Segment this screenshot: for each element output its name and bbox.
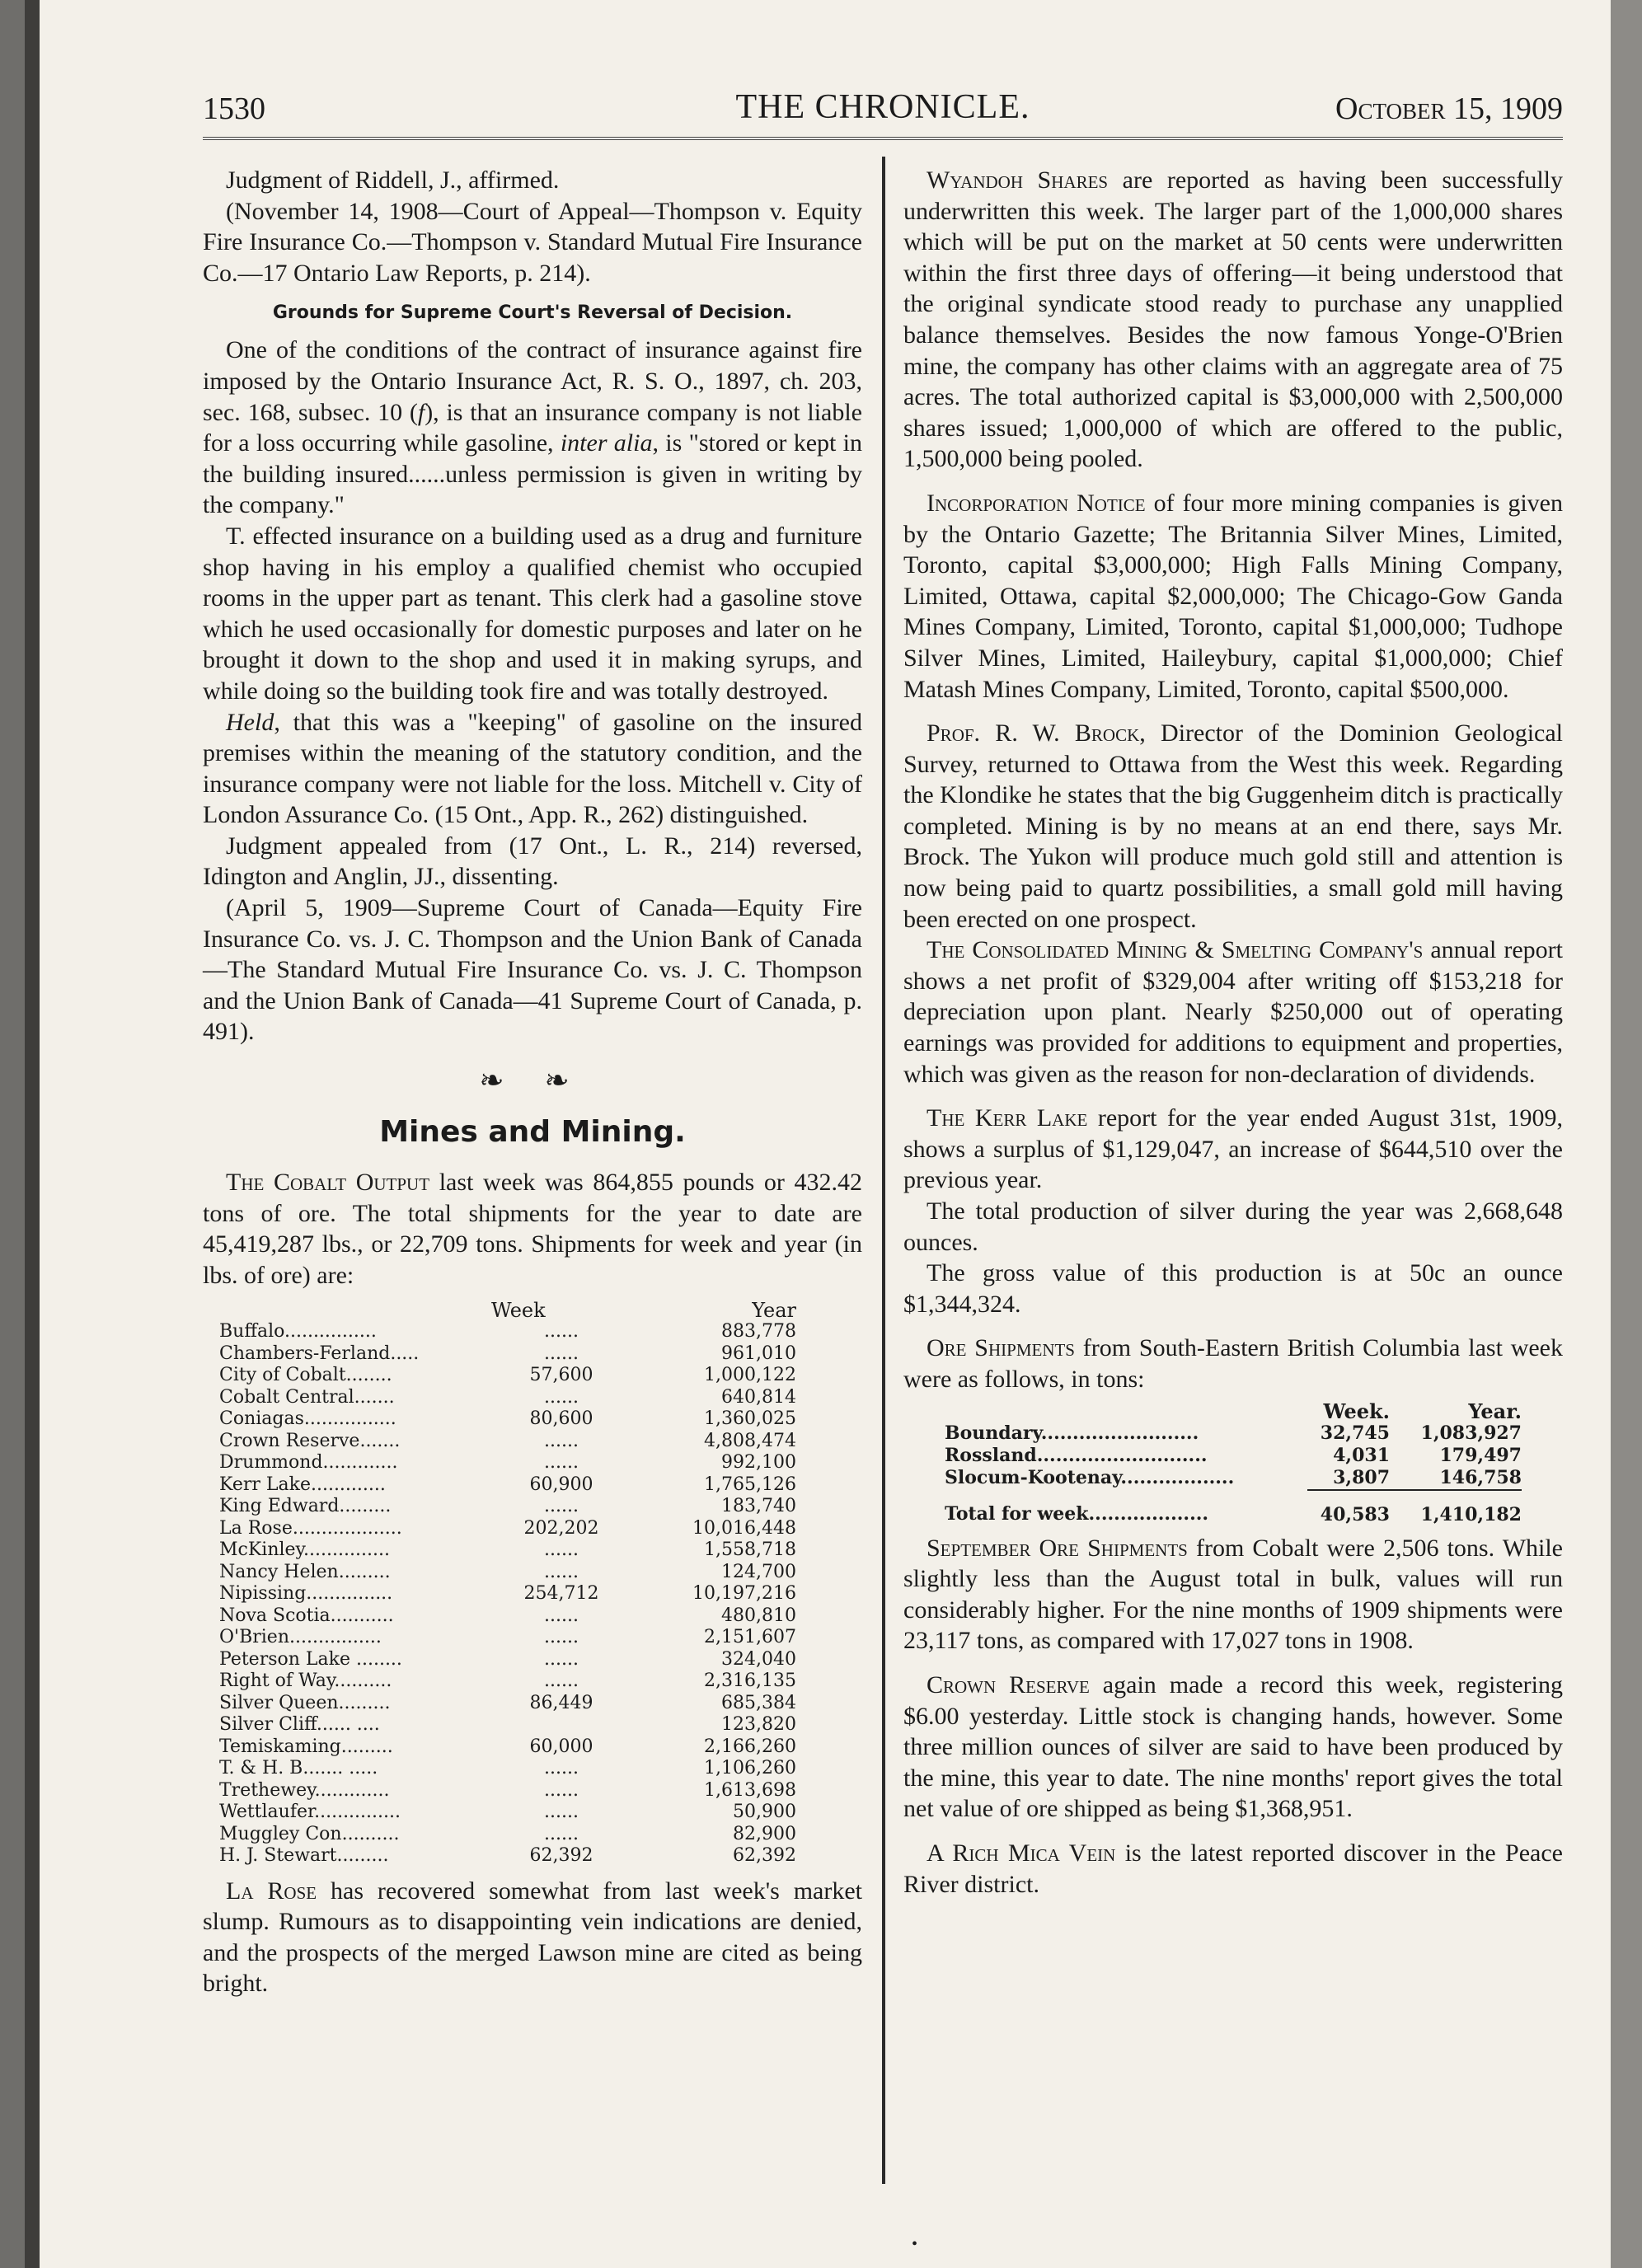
- mine-name: Nova Scotia...........: [219, 1605, 394, 1626]
- total-year: 1,410,182: [1390, 1490, 1522, 1526]
- year-value: 10,016,448: [692, 1517, 796, 1539]
- table-body: [945, 1422, 1522, 1490]
- week-value: 4,031: [1333, 1444, 1390, 1466]
- week-value: ......: [544, 1343, 579, 1364]
- table-row: [219, 1474, 796, 1497]
- year-value: 50,900: [733, 1802, 796, 1823]
- ornament-icon: ❧ ❧: [479, 1064, 586, 1098]
- total-row: [945, 1490, 1522, 1526]
- week-value: ......: [544, 1386, 579, 1408]
- total-label: Total for week...................: [945, 1503, 1209, 1525]
- week-value: ......: [544, 1627, 579, 1648]
- column-header: Year.: [1468, 1399, 1522, 1423]
- table-row: [219, 1583, 796, 1605]
- table-row: [219, 1518, 796, 1540]
- year-value: 961,010: [721, 1343, 796, 1364]
- year-value: 124,700: [721, 1561, 796, 1582]
- paragraph: The Kerr Lake report for the year ended August 31st, 1909, shows a surplus of $1,129,047, an increase of $644,510 over the previous year.: [903, 1104, 1563, 1194]
- week-value: 32,745: [1320, 1422, 1390, 1444]
- page-header: [203, 82, 1563, 132]
- week-value: 57,600: [529, 1365, 593, 1386]
- year-value: 1,083,927: [1420, 1422, 1522, 1444]
- table-row: [219, 1452, 796, 1474]
- total-week: 40,583: [1307, 1490, 1390, 1526]
- paragraph: The Cobalt Output last week was 864,855 pounds or 432.42 tons of ore. The total shipments for the year to date are 45,419,287 lbs., or 22,709 tons. Shipments for week and year (in lbs. of ore) are:: [203, 1169, 862, 1289]
- year-value: 685,384: [721, 1692, 796, 1713]
- section-heading: Grounds for Supreme Court's Reversal of Decision.: [272, 302, 793, 324]
- table-row: [219, 1736, 796, 1759]
- mine-name: Nancy Helen.........: [219, 1561, 391, 1582]
- week-value: 3,807: [1333, 1466, 1390, 1488]
- week-value: 202,202: [523, 1517, 599, 1539]
- section-heading: Mines and Mining.: [379, 1114, 686, 1149]
- newspaper-page: [203, 0, 1563, 2268]
- year-value: 1,765,126: [704, 1474, 796, 1495]
- table-row: [219, 1627, 796, 1649]
- year-value: 1,360,025: [704, 1408, 796, 1430]
- mine-name: Slocum-Kootenay..................: [945, 1467, 1235, 1489]
- mine-name: King Edward.........: [219, 1496, 392, 1517]
- paragraph: One of the conditions of the contract of insurance against fire imposed by the Ontario Insurance Act, R. S. O., 1897, ch. 203, sec. 168, subsec. 10 (f), is that an insurance company is not liable for a loss occurring while gasoline, inter alia, is "stored or kept in the building insured......unless permission is given in writing by the company.": [203, 336, 862, 519]
- paragraph: Judgment appealed from (17 Ont., L. R., 214) reversed, Idington and Anglin, JJ., dissenting.: [203, 832, 862, 891]
- mine-name: Right of Way..........: [219, 1671, 392, 1692]
- table-row: [219, 1408, 796, 1431]
- table-row: [219, 1845, 796, 1867]
- year-value: 1,613,698: [704, 1779, 796, 1801]
- mine-name: La Rose...................: [219, 1517, 402, 1539]
- mine-name: Crown Reserve.......: [219, 1430, 401, 1451]
- week-value: [491, 1714, 631, 1736]
- table-row: [219, 1431, 796, 1453]
- table-row: [219, 1343, 796, 1366]
- column-divider: [882, 157, 885, 2184]
- year-value: 146,758: [1439, 1466, 1522, 1488]
- paragraph: The total production of silver during the year was 2,668,648 ounces.: [903, 1197, 1563, 1256]
- mine-name: Drummond.............: [219, 1452, 398, 1474]
- table-row: [219, 1714, 796, 1736]
- mine-name: Buffalo................: [219, 1321, 377, 1343]
- week-value: ......: [544, 1605, 579, 1626]
- mine-name: Chambers-Ferland.....: [219, 1343, 420, 1364]
- table-row: [219, 1539, 796, 1562]
- week-value: ......: [544, 1758, 579, 1779]
- paragraph: Wyandoh Shares are reported as having been successfully underwritten this week. The larger part of the 1,000,000 shares which will be put on the market at 50 cents were underwritten within the first three days of offering—it being understood that the original syndicate stood ready to purchase any unapplied balance themselves. Besides the now famous Yonge-O'Brien mine, the company has other claims with an aggregate area of 75 acres. The total authorized capital is $3,000,000 with 2,500,000 shares issued; 1,000,000 of which are offered to the public, 1,500,000 being pooled.: [903, 166, 1563, 473]
- table-row: [945, 1422, 1522, 1445]
- year-value: 4,808,474: [704, 1430, 796, 1451]
- page-number: 1530: [203, 91, 265, 126]
- table-row: [219, 1321, 796, 1343]
- table-row: [219, 1649, 796, 1671]
- week-value: 80,600: [529, 1408, 593, 1430]
- year-value: 2,151,607: [704, 1627, 796, 1648]
- table-row: [219, 1496, 796, 1518]
- mine-name: Nipissing...............: [219, 1583, 393, 1605]
- year-value: 2,316,135: [704, 1671, 796, 1692]
- mine-name: Wettlaufer...............: [219, 1802, 401, 1823]
- week-value: ......: [544, 1539, 579, 1561]
- right-edge-shadow: [1611, 0, 1642, 2268]
- binding-shadow: [25, 0, 40, 2268]
- week-value: ......: [544, 1648, 579, 1670]
- week-value: ......: [544, 1671, 579, 1692]
- year-value: 1,558,718: [704, 1539, 796, 1561]
- year-value: 1,000,122: [704, 1365, 796, 1386]
- mine-name: McKinley...............: [219, 1539, 390, 1561]
- year-value: 640,814: [721, 1386, 796, 1408]
- year-value: 1,106,260: [704, 1758, 796, 1779]
- paragraph: The Consolidated Mining & Smelting Company's annual report shows a net profit of $329,004 after writing off $153,218 for depreciation upon plant. Nearly $250,000 out of operating earnings was provided for additions to equipment and properties, which was given as the reason for non-declaration of dividends.: [903, 936, 1563, 1088]
- table-row: [219, 1387, 796, 1409]
- header-rule: [203, 137, 1563, 145]
- mine-name: H. J. Stewart.........: [219, 1845, 389, 1867]
- table-row: [219, 1365, 796, 1387]
- paragraph: T. effected insurance on a building used as a drug and furniture shop having in his employ a qualified chemist who occupied rooms in the upper part as tenant. This clerk had a gasoline stove which he used occasionally for domestic purposes and later on he brought it down to the shop and used it in making syrups, and while doing so the building took fire and was totally destroyed.: [203, 522, 862, 705]
- paragraph: The gross value of this production is at 50c an ounce $1,344,324.: [903, 1259, 1563, 1318]
- paragraph: Judgment of Riddell, J., affirmed.: [226, 166, 560, 194]
- mine-name: O'Brien................: [219, 1627, 382, 1648]
- left-column: [203, 165, 862, 1999]
- year-value: 82,900: [733, 1823, 796, 1844]
- mine-name: Trethewey.............: [219, 1779, 390, 1801]
- week-value: 86,449: [529, 1692, 593, 1713]
- year-value: 179,497: [1439, 1444, 1522, 1466]
- week-value: ......: [544, 1561, 579, 1582]
- year-value: 183,740: [721, 1496, 796, 1517]
- table-body: [219, 1321, 796, 1867]
- paragraph: Prof. R. W. Brock, Director of the Dominion Geological Survey, returned to Ottawa from the West this week. Regarding the Klondike he states that the big Guggenheim ditch is practically completed. Mining is by no means at an end there, says Mr. Brock. The Yukon will produce much gold still and attention is now being paid to quartz possibilities, a small gold mill having been erected on one prospect.: [903, 719, 1563, 933]
- table-row: [219, 1671, 796, 1693]
- paragraph: Incorporation Notice of four more mining companies is given by the Ontario Gazette; The Britannia Silver Mines, Limited, Toronto, capital $3,000,000; High Falls Mining Company, Limited, Ottawa, capital $2,000,000; The Chicago-Gow Ganda Mines Company, Limited, Toronto, capital $1,000,000; Tudhope Silver Mines, Limited, Haileybury, capital $1,000,000; Chief Matash Mines Company, Limited, Toronto, capital $500,000.: [903, 489, 1563, 703]
- week-value: ......: [544, 1779, 579, 1801]
- table-row: [219, 1562, 796, 1584]
- week-value: ......: [544, 1430, 579, 1451]
- mine-name: Muggley Con..........: [219, 1823, 400, 1844]
- mine-name: Silver Queen.........: [219, 1692, 391, 1713]
- paragraph: Ore Shipments from South-Eastern British Columbia last week were as follows, in tons:: [903, 1334, 1564, 1393]
- paragraph: Crown Reserve again made a record this week, registering $6.00 yesterday. Little stock is changing hands, however. Some three million ounces of silver are said to have been produced by the mine, this year to date. The nine months' report gives the total net value of ore shipped as being $1,368,951.: [903, 1671, 1563, 1823]
- paragraph: September Ore Shipments from Cobalt were 2,506 tons. While slightly less than the August total in bulk, values will run considerably higher. For the nine months of 1909 shipments were 23,117 tons, as compared with 17,027 tons in 1908.: [903, 1534, 1563, 1655]
- column-header: Year: [752, 1298, 796, 1322]
- table-row: [219, 1824, 796, 1846]
- cobalt-shipments-table: [219, 1300, 796, 1867]
- mine-name: Temiskaming.........: [219, 1736, 393, 1757]
- year-value: 123,820: [721, 1714, 796, 1736]
- table-row: [219, 1605, 796, 1628]
- table-row: [219, 1802, 796, 1824]
- table-row: [219, 1693, 796, 1715]
- year-value: 324,040: [721, 1648, 796, 1670]
- citation: (November 14, 1908—Court of Appeal—Thompson v. Equity Fire Insurance Co.—Thompson v. Standard Mutual Fire Insurance Co.—17 Ontario Law Reports, p. 214).: [203, 197, 862, 287]
- publication-title: THE CHRONICLE.: [735, 88, 1030, 126]
- week-value: 60,900: [529, 1474, 593, 1495]
- table-row: [945, 1467, 1522, 1490]
- year-value: 992,100: [721, 1452, 796, 1474]
- week-value: ......: [544, 1802, 579, 1823]
- paragraph: La Rose has recovered somewhat from last week's market slump. Rumours as to disappointing vein indications are denied, and the prospects of the merged Lawson mine are cited as being bright.: [203, 1877, 862, 1998]
- table-row: [219, 1780, 796, 1802]
- mine-name: Cobalt Central.......: [219, 1386, 395, 1408]
- year-value: 10,197,216: [692, 1583, 796, 1605]
- mine-name: Rossland...........................: [945, 1444, 1208, 1466]
- year-value: 883,778: [721, 1321, 796, 1343]
- week-value: ......: [544, 1452, 579, 1474]
- right-column: [903, 165, 1563, 1900]
- mine-name: City of Cobalt........: [219, 1365, 392, 1386]
- week-value: ......: [544, 1823, 579, 1844]
- page-mark: •: [912, 2235, 918, 2253]
- mine-name: Peterson Lake ........: [219, 1648, 402, 1670]
- week-value: 62,392: [529, 1845, 593, 1867]
- week-value: ......: [544, 1496, 579, 1517]
- year-value: 480,810: [721, 1605, 796, 1626]
- mine-name: T. & H. B....... .....: [219, 1758, 378, 1779]
- mine-name: Silver Cliff...... ....: [219, 1714, 380, 1736]
- mine-name: Kerr Lake.............: [219, 1474, 386, 1495]
- mine-name: Boundary.........................: [945, 1422, 1199, 1444]
- week-value: ......: [544, 1321, 579, 1343]
- bc-ore-shipments-table: [945, 1400, 1522, 1526]
- table-row: [219, 1758, 796, 1780]
- year-value: 2,166,260: [704, 1736, 796, 1757]
- column-header: Week.: [1323, 1399, 1390, 1423]
- week-value: 60,000: [529, 1736, 593, 1757]
- week-value: 254,712: [523, 1583, 599, 1605]
- citation: (April 5, 1909—Supreme Court of Canada—Equity Fire Insurance Co. vs. J. C. Thompson and the Union Bank of Canada—The Standard Mutual Fire Insurance Co. vs. J. C. Thompson and the Union Bank of Canada—41 Supreme Court of Canada, p. 491).: [203, 894, 862, 1046]
- column-header: Week: [491, 1298, 546, 1322]
- year-value: 62,392: [733, 1845, 796, 1867]
- table-row: [945, 1445, 1522, 1467]
- issue-date: October 15, 1909: [1335, 91, 1563, 126]
- paragraph: Held, that this was a "keeping" of gasoline on the insured premises within the meaning of the statutory condition, and the insurance company were not liable for the loss. Mitchell v. City of London Assurance Co. (15 Ont., App. R., 262) distinguished.: [203, 708, 862, 829]
- paragraph: A Rich Mica Vein is the latest reported discover in the Peace River district.: [903, 1839, 1563, 1898]
- mine-name: Coniagas................: [219, 1408, 396, 1430]
